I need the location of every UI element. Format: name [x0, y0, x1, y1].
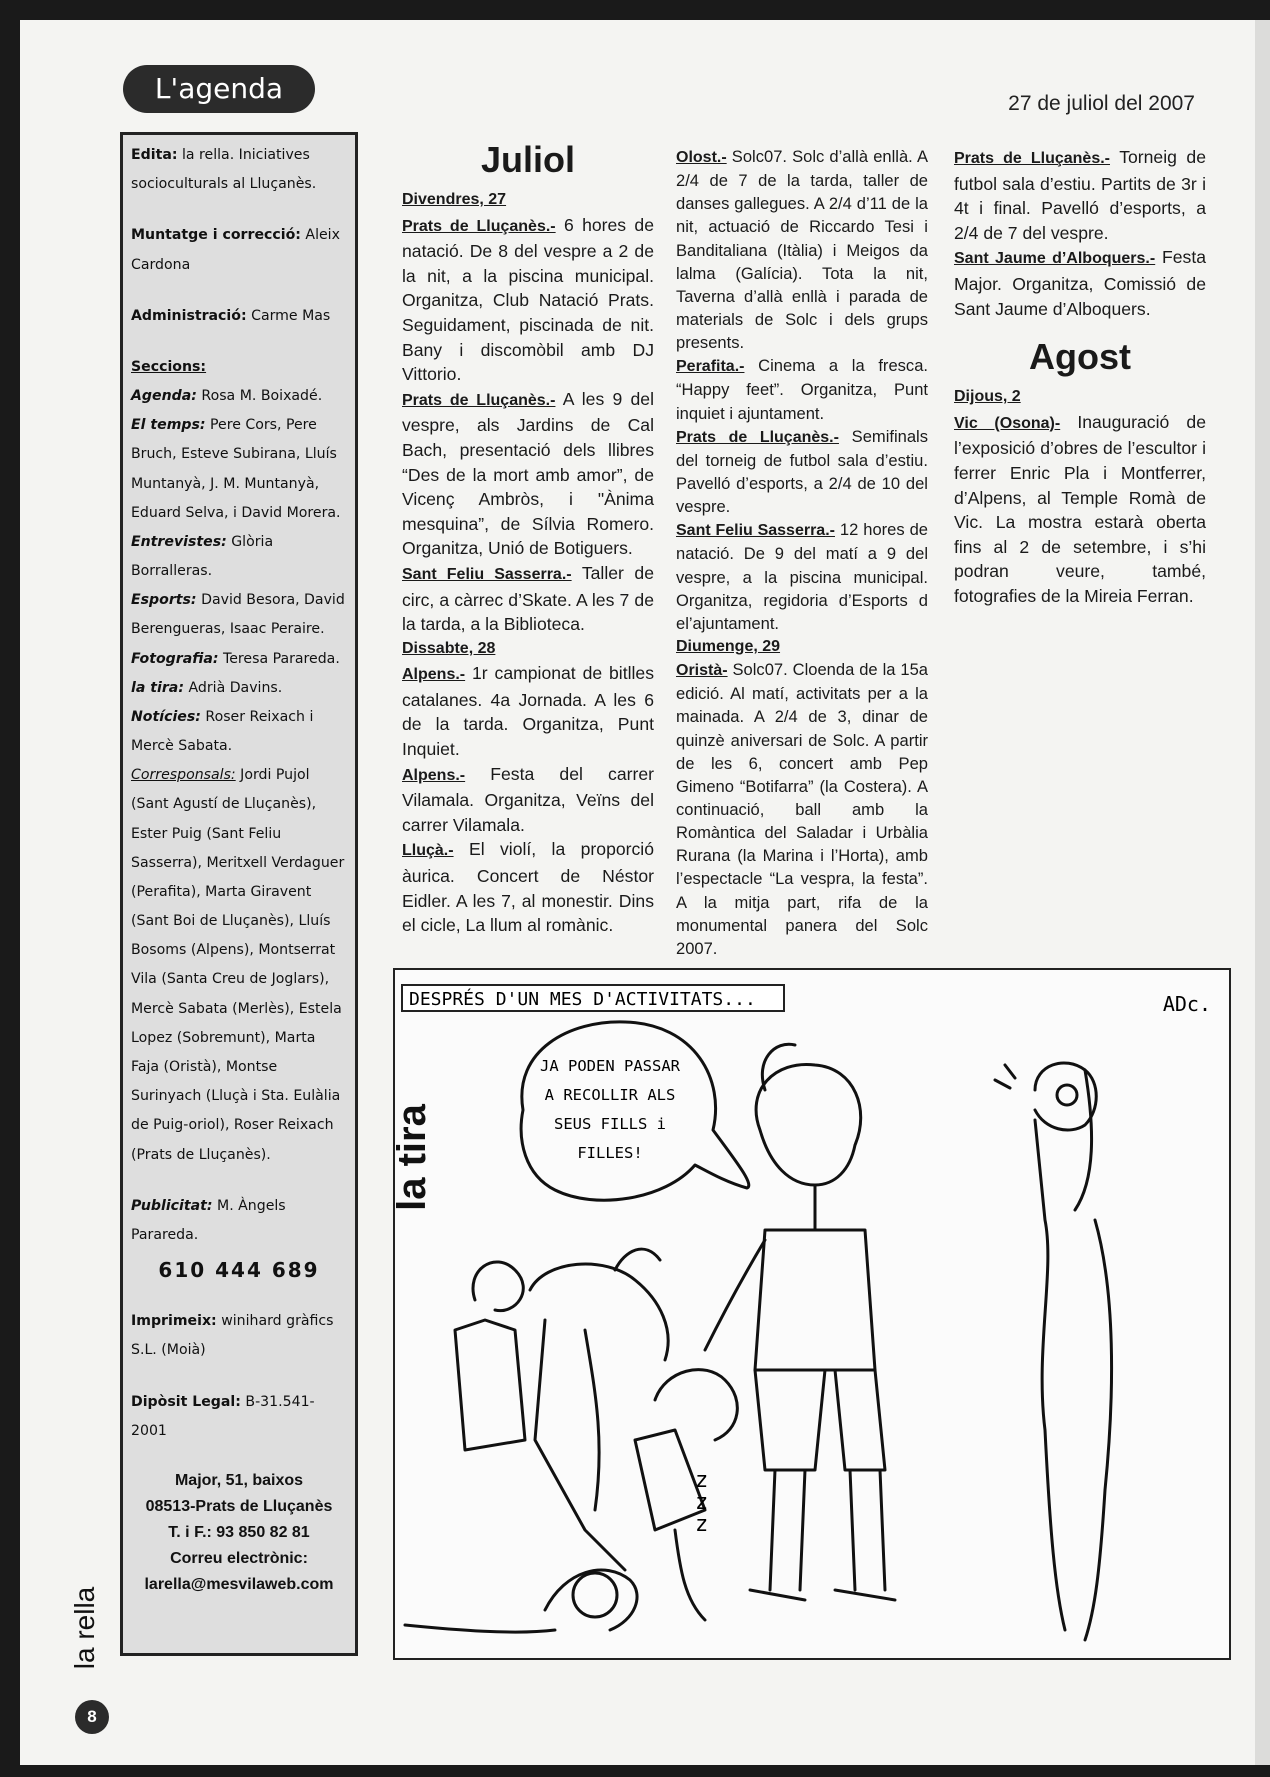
- agenda-entry: Sant Feliu Sasserra.- Taller de circ, a càrrec d’Skate. A les 7 de la tarda, a la Biblioteca.: [402, 562, 654, 635]
- email-address: larella@mesvilaweb.com: [144, 1575, 334, 1593]
- agenda-entry: Sant Jaume d’Alboquers.- Festa Major. Organitza, Comissió de Sant Jaume d’Alboquers.: [954, 247, 1207, 319]
- comic-signature: ADc.: [1162, 992, 1211, 1016]
- next-page-edge: [1255, 20, 1270, 1765]
- agenda-column-3: [954, 145, 1206, 609]
- agenda-entry: Prats de Lluçanès.- A les 9 del vespre, als Jardins de Cal Bach, presentació dels llibres “Des de la mort amb amor”, de Vicenç Ambròs, i "Ànima mesquina”, de Sílvia Romero. Organitza, Unió de Botiguers.: [402, 388, 654, 559]
- day-heading: Dissabte, 28: [402, 639, 496, 657]
- credits-box: [120, 132, 358, 1656]
- brand-vertical: la rella: [69, 1586, 101, 1670]
- page-number: 8: [75, 1700, 109, 1734]
- credit-edita: Edita: la rella. Iniciatives socioculturals al Lluçanès.: [131, 147, 317, 193]
- month-heading: Juliol: [480, 139, 575, 180]
- agenda-column-2: [676, 145, 928, 960]
- day-heading: Dijous, 2: [954, 388, 1021, 406]
- comic-strip: [389, 968, 1231, 1660]
- agenda-entry: Prats de Lluçanès.- Torneig de futbol sala d’estiu. Partits de 3r i 4t i final. Pavelló d’esports, a 2/4 de 7 del vespre.: [954, 147, 1207, 243]
- day-heading: Diumenge, 29: [676, 637, 781, 655]
- credit-telefon: 610 444 689: [158, 1258, 320, 1283]
- agenda-entry: Alpens.- Festa del carrer Vilamala. Organitza, Veïns del carrer Vilamala.: [402, 763, 654, 835]
- agenda-entry: Oristà- Solc07. Cloenda de la 15a edició. Al matí, activitats per a la mainada. A 2/4 de 3, dinar de quinzè aniversari de Solc. A partir de les 6, concert amb Pep Gimeno “Botifarra” (la Costera). A continuació, ball amb la Romàntica del Saladar i Urbàlia Rurana (la Marina i l’Horta), amb l’espectacle “La vespra, la festa”. A la mitja part, rifa de la monumental panera del Solc 2007.: [676, 660, 928, 958]
- month-heading: Agost: [1029, 336, 1131, 378]
- credit-imprimeix: Imprimeix: winihard gràfics S.L. (Moià): [131, 1313, 334, 1359]
- credit-address: Major, 51, baixos 08513-Prats de Lluçanès T. i F.: 93 850 82 81 Correu electrònic: larella@mesvilaweb.com: [131, 1468, 347, 1598]
- agenda-entry: Perafita.- Cinema a la fresca. “Happy feet”. Organitza, Punt inquiet i ajuntament.: [676, 356, 928, 423]
- agenda-entry: Prats de Lluçanès.- 6 hores de natació. De 8 del vespre a 2 de la nit, a la piscina municipal. Organitza, Club Natació Prats. Seguidament, piscinada de nit. Bany i discomòbil amb DJ Vittorio.: [402, 214, 655, 385]
- sleep-sound: z z z: [695, 1468, 709, 1537]
- agenda-entry: Prats de Lluçanès.- Semifinals del torneig de futbol sala d’estiu. Pavelló d’esports, a 2/4 de 10 del vespre.: [676, 426, 928, 517]
- issue-date: 27 de juliol del 2007: [1008, 92, 1195, 115]
- comic-illustration: [395, 970, 1229, 1658]
- agenda-entry: Sant Feliu Sasserra.- 12 hores de natació. De 9 del matí a 9 del vespre, a la piscina municipal. Organitza, regidoria d’Esports d el’ajuntament.: [676, 520, 928, 633]
- credit-admin: Administració: Carme Mas: [131, 307, 331, 324]
- credit-seccions: Seccions: Agenda: Rosa M. Boixadé. El temps: Pere Cors, Pere Bruch, Esteve Subirana, Lluís Muntanyà, J. M. Muntanyà, Eduard Selva, i David Morera. Entrevistes: Glòria Borralleras. Esports: David Besora, David Berengueras, Isaac Peraire. Fotografia: Teresa Parareda. la tira: Adrià Davins. Notícies: Roser Reixach i Mercè Sabata. Corresponsals: Jordi Pujol (Sant Agustí de Lluçanès), Ester Puig (Sant Feliu Sasserra), Meritxell Verdaguer (Perafita), Marta Giravent (Sant Boi de Lluçanès), Lluís Bosoms (Alpens), Montserrat Vila (Santa Creu de Joglars), Mercè Sabata (Merlès), Estela Lopez (Sobremunt), Marta Faja (Oristà), Montse Surinyach (Lluçà i Sta. Eulàlia de Puig-oriol), Roser Reixach (Prats de Lluçanès).: [131, 358, 345, 1163]
- credit-publicitat: Publicitat: M. Àngels Parareda.: [131, 1197, 286, 1243]
- speech-bubble-text: JA PODEN PASSAR A RECOLLIR ALS SEUS FILLS i FILLES!: [540, 1057, 680, 1162]
- section-pill: L'agenda: [123, 65, 315, 113]
- agenda-column-1: [402, 138, 654, 938]
- credit-diposit: Dipòsit Legal: B-31.541-2001: [131, 1393, 315, 1439]
- agenda-entry: Olost.- Solc07. Solc d’allà enllà. A 2/4 de 7 de la tarda, taller de danses gallegues. A 2/4 d’11 de la nit, actuació de Riccardo Tesi i Banditaliana (Itàlia) i Meigos da lalma (Galícia). Tota la nit, Taverna d’allà enllà i parada de materials de Solc i dels grups presents.: [676, 147, 928, 353]
- magazine-page: [20, 20, 1255, 1765]
- comic-caption: DESPRÉS D'UN MES D'ACTIVITATS...: [401, 984, 785, 1012]
- comic-section-label: la tira: [389, 1104, 434, 1211]
- agenda-entry: Alpens.- 1r campionat de bitlles catalanes. 4a Jornada. A les 6 de la tarda. Organitza, Punt Inquiet.: [402, 663, 654, 760]
- credit-muntatge: Muntatge i correcció: Aleix Cardona: [131, 227, 340, 273]
- agenda-entry: Vic (Osona)- Inauguració de l’exposició d’obres de l’escultor i ferrer Enric Pla i Montferrer, d’Alpens, al Temple Romà de Vic. La mostra estarà oberta fins al 2 de setembre, i s’hi podran veure, també, fotografies de la Mireia Ferran.: [954, 411, 1206, 606]
- agenda-entry: Lluçà.- El violí, la proporció àurica. Concert de Néstor Eidler. A les 7, al monestir. Dins el cicle, La llum al romànic.: [402, 839, 654, 936]
- day-heading: Divendres, 27: [402, 191, 507, 208]
